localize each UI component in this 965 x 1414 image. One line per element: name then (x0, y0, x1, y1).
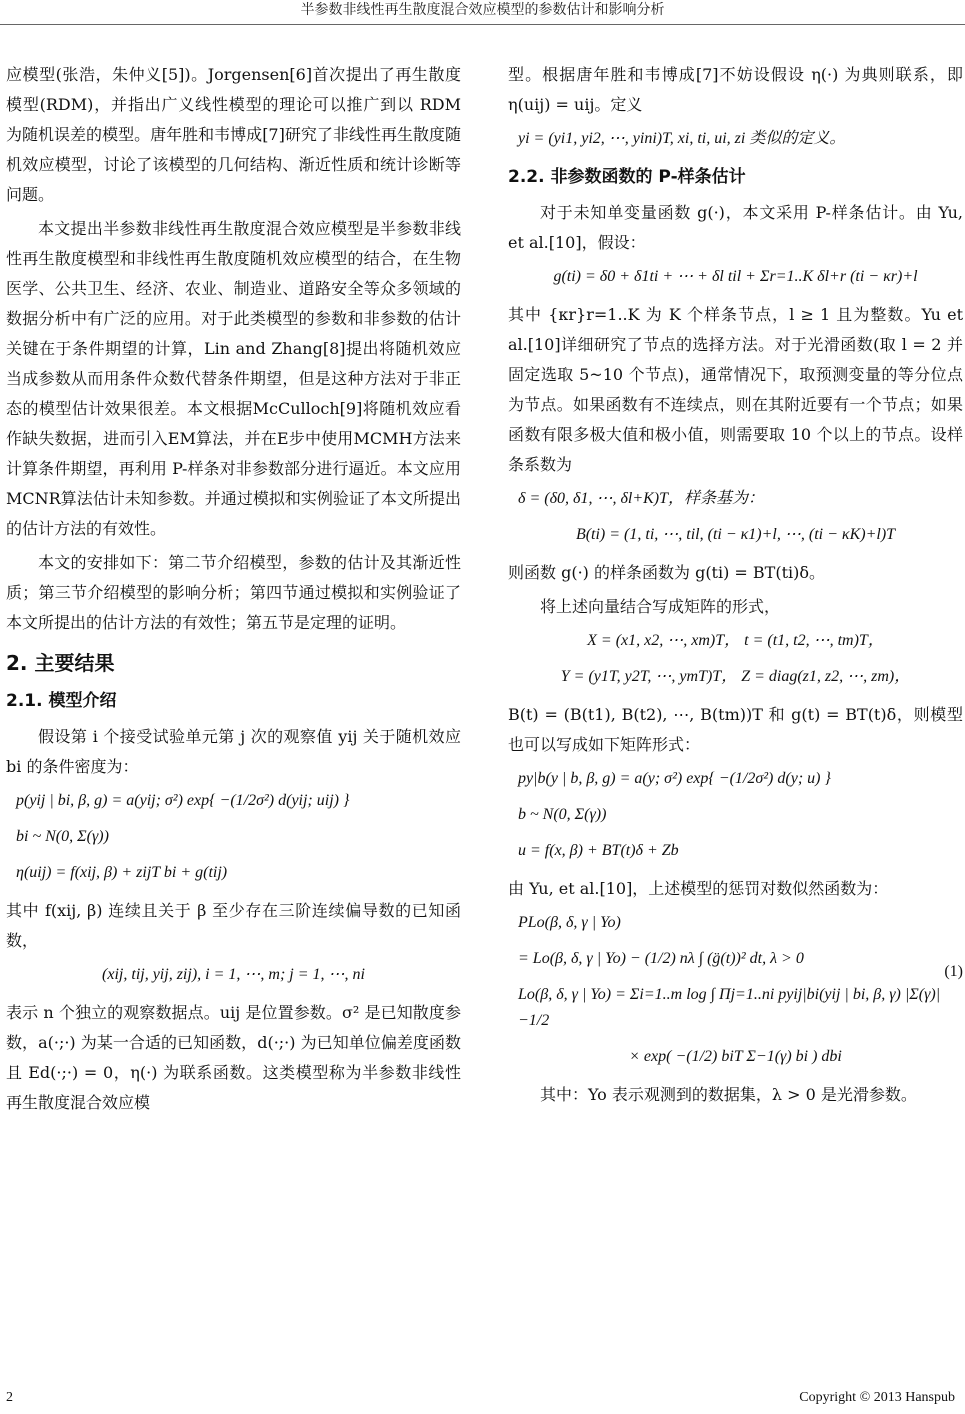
paragraph-model-assumption: 假设第 i 个接受试验单元第 j 次的观察值 yij 关于随机效应 bi 的条件密度为： (6, 727, 461, 776)
equation-data-points: (xij, tij, yij, zij), i = 1, ⋯, m; j = 1, ⋯, ni (102, 966, 365, 983)
paragraph-intro-continued: 应模型(张浩，朱仲义[5])。Jorgensen[6]首次提出了再生散度模型(RDM)，并指出广义线性模型的理论可以推广到以 RDM 为随机误差的模型。唐年胜和韦博成[7]研究了非线性再生散度随机效应模型，讨论了该模型的几何结构、渐近性质和统计诊断等问题。 (6, 65, 461, 204)
left-column (6, 60, 461, 1122)
running-title: 半参数非线性再生散度混合效应模型的参数估计和影响分析 (300, 2, 665, 18)
right-column (508, 60, 963, 1114)
header-rule (0, 24, 965, 25)
equation-X-t: X = (x1, x2, ⋯, xm)T， t = (t1, t2, ⋯, tm)T， (587, 632, 884, 649)
equation-number: (1) (944, 963, 963, 980)
paragraph-matrix-model: B(t) = (B(t1), B(t2), ⋯, B(tm))T 和 g(t) = BT(t)δ，则模型也可以写成如下矩阵形式： (508, 705, 963, 754)
equation-matrix-density: py|b(y | b, β, g) = a(y; σ²) exp{ −(1/2σ²) d(y; u) } (518, 770, 831, 787)
equation-observed-likelihood-cont: × exp( −(1/2) biT Σ−1(γ) bi ) dbi (629, 1048, 842, 1065)
equation-matrix-link: u = f(x, β) + BT(t)δ + Zb (518, 842, 679, 859)
equation-spline-g: g(ti) = δ0 + δ1ti + ⋯ + δl til + Σr=1..K δl+r (ti − κr)+l (553, 268, 918, 285)
paragraph-p-spline-intro: 对于未知单变量函数 g(·)，本文采用 P-样条估计。由 Yu, et al.[10]，假设： (508, 203, 963, 252)
equation-link: η(uij) = f(xij, β) + zijT bi + g(tij) (16, 864, 228, 881)
equation-penalized-likelihood-rhs-text: = Lo(β, δ, γ | Yo) − (1/2) nλ ∫ (g̈(t))² dt, λ > 0 (518, 950, 804, 967)
section-heading-main-results: 2. 主要结果 (6, 651, 115, 675)
subsection-heading-model: 2.1. 模型介绍 (6, 691, 117, 711)
paragraph-f-description: 其中 f(xij, β) 连续且关于 β 至少存在三阶连续偏导数的已知函数， (6, 901, 461, 950)
paragraph-smoothing-parameter: 其中：Yo 表示观测到的数据集，λ > 0 是光滑参数。 (540, 1085, 917, 1104)
equation-penalized-likelihood-rhs (508, 946, 963, 980)
copyright: Copyright © 2013 Hanspub (799, 1390, 955, 1405)
paragraph-proposal: 本文提出半参数非线性再生散度混合效应模型是半参数非线性再生散度模型和非线性再生散度随机效应模型的结合，在生物医学、公共卫生、经济、农业、制造业、道路安全等众多领域的数据分析中有广泛的应用。对于此类模型的参数和非参数的估计关键在于条件期望的计算，Lin and Zhang[8]提出将随机效应当成参数从而用条件众数代替条件期望，但是这种方法对于非正态的模型估计效果很差。本文根据McCulloch[9]将随机效应看作缺失数据，进而引入EM算法，并在E步中使用MCMH方法来计算条件期望，再利用 P-样条对非参数部分进行逼近。本文应用MCNR算法估计未知参数。并通过模拟和实例验证了本文所提出的估计方法的有效性。 (6, 219, 461, 538)
paragraph-spline-function: 则函数 g(·) 的样条函数为 g(ti) = BT(ti)δ。 (508, 563, 826, 582)
equation-vector-definition: yi = (yi1, yi2, ⋯, yini)T, xi, ti, ui, zi 类似的定义。 (518, 130, 846, 147)
paragraph-matrix-form: 将上述向量结合写成矩阵的形式， (540, 597, 781, 616)
subsection-heading-p-spline: 2.2. 非参数函数的 P-样条估计 (508, 167, 746, 187)
equation-random-effect: bi ~ N(0, Σ(γ)) (16, 828, 109, 845)
equation-penalized-likelihood-lhs: PLo(β, δ, γ | Yo) (518, 914, 621, 931)
paragraph-penalized-likelihood: 由 Yu, et al.[10]，上述模型的惩罚对数似然函数为： (508, 879, 889, 898)
equation-observed-likelihood: Lo(β, δ, γ | Yo) = Σi=1..m log ∫ Πj=1..ni pyij|bi(yij | bi, β, γ) |Σ(γ)|−1/2 (518, 986, 941, 1029)
equation-spline-basis: B(ti) = (1, ti, ⋯, til, (ti − κ1)+l, ⋯, (ti − κK)+l)T (575, 526, 896, 543)
paragraph-outline: 本文的安排如下：第二节介绍模型，参数的估计及其渐近性质；第三节介绍模型的影响分析；第四节通过模拟和实例验证了本文所提出的估计方法的有效性；第五节是定理的证明。 (6, 553, 461, 632)
equation-spline-coefficients: δ = (δ0, δ1, ⋯, δl+K)T，样条基为： (518, 490, 765, 507)
equation-matrix-random-effect: b ~ N(0, Σ(γ)) (518, 806, 607, 823)
paragraph-parameter-description: 表示 n 个独立的观察数据点。uij 是位置参数。σ² 是已知散度参数，a(·;·) 为某一合适的已知函数，d(·;·) 为已知单位偏差度函数且 Ed(·;·) = 0，η(·) 为联系函数。这类模型称为半参数非线性再生散度混合效应模 (6, 1003, 461, 1112)
paragraph-canonical-link: 型。根据唐年胜和韦博成[7]不妨设假设 η(·) 为典则联系，即 η(uij) = uij。定义 (508, 65, 963, 114)
equation-conditional-density: p(yij | bi, β, g) = a(yij; σ²) exp{ −(1/2σ²) d(yij; uij) } (16, 792, 350, 809)
equation-Y-Z: Y = (y1T, y2T, ⋯, ymT)T， Z = diag(z1, z2, ⋯, zm)， (560, 668, 911, 685)
paragraph-knots: 其中 {κr}r=1..K 为 K 个样条节点，l ≥ 1 且为整数。Yu et al.[10]详细研究了节点的选择方法。对于光滑函数(取 l = 2 并固定选取 5~10 个节点)，通常情况下，取预测变量的等分位点为节点。如果函数有不连续点，则在其附近要有一个节点；如果函数有限多极大值和极小值，则需要取 10 个以上的节点。设样条系数为 (508, 305, 963, 474)
page-number: 2 (6, 1390, 13, 1405)
